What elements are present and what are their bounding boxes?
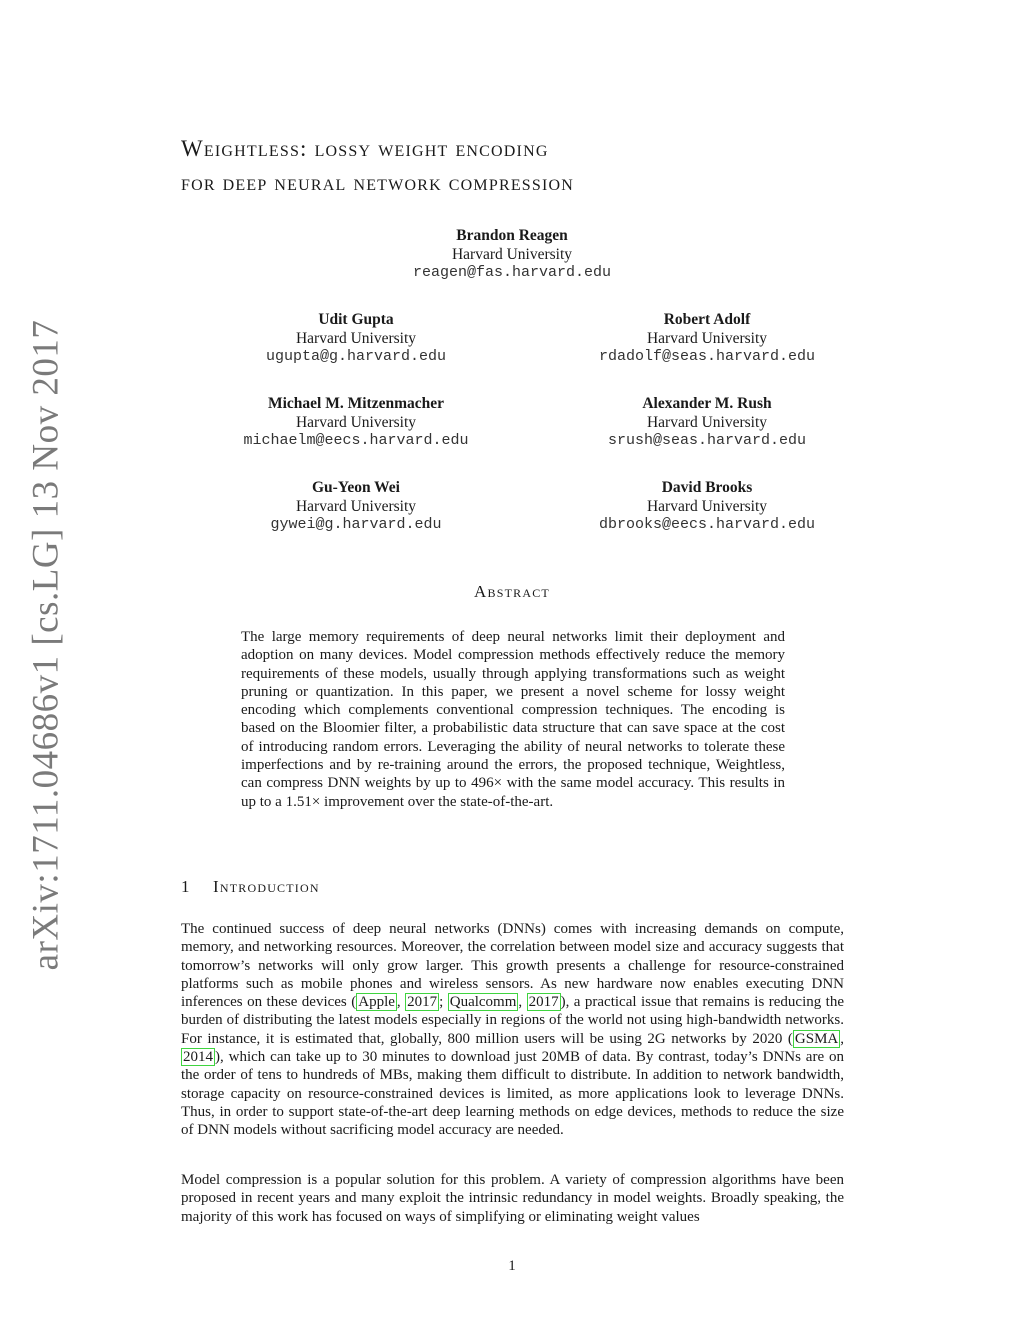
citation-year-link[interactable]: 2017 bbox=[407, 994, 438, 1011]
citation-link-qualcomm[interactable]: Qualcomm bbox=[449, 994, 517, 1011]
author-email[interactable]: michaelm@eecs.harvard.edu bbox=[243, 432, 469, 449]
section-title: Introduction bbox=[213, 877, 320, 896]
author-email[interactable]: dbrooks@eecs.harvard.edu bbox=[598, 516, 816, 533]
author-affiliation: Harvard University bbox=[295, 413, 417, 431]
author-email[interactable]: gywei@g.harvard.edu bbox=[270, 516, 442, 533]
author-left-1 bbox=[206, 311, 506, 367]
intro-text-part-a: The continued success of deep neural networks (DNNs) comes with increasing demands on compute, memory, and networking resources. Moreover, the correlation between model size and accuracy suggests that tomorrow’s networks will only grow larger. This growth presents a challenge for resource-constrained platforms such as mobile phones and wireless sensors. As new hardware now enables executing DNN inferences on these devices ( bbox=[181, 921, 844, 1011]
citation-separator: , bbox=[396, 994, 406, 1011]
author-email[interactable]: ugupta@g.harvard.edu bbox=[265, 348, 447, 365]
paper-title bbox=[181, 132, 861, 200]
citation-link-apple[interactable]: Apple bbox=[358, 994, 395, 1011]
author-right-3 bbox=[557, 479, 857, 535]
citation-link-gsma[interactable]: GSMA bbox=[794, 1030, 839, 1047]
author-affiliation: Harvard University bbox=[451, 245, 573, 263]
author-affiliation: Harvard University bbox=[646, 497, 768, 515]
abstract-heading: Abstract bbox=[474, 582, 550, 601]
author-name: David Brooks bbox=[661, 479, 753, 496]
author-affiliation: Harvard University bbox=[646, 413, 768, 431]
citation-separator: , bbox=[840, 1030, 844, 1047]
intro-text-part-b: ), a practical issue that remains is reducing the burden of distributing the latest models especially in regions of the world not using high-bandwidth networks. For instance, it is estimated that, globally, 800 million users will be using 2G networks by 2020 ( bbox=[181, 994, 845, 1047]
author-name: Udit Gupta bbox=[318, 311, 394, 328]
section-heading-introduction bbox=[181, 877, 320, 897]
intro-paragraph-1 bbox=[181, 920, 844, 1140]
intro-text-part-c: ), which can take up to 30 minutes to download just 20MB of data. By contrast, today’s DNNs are on the order of tens to hundreds of MBs, making them difficult to distribute. In addition to network bandwidth, storage capacity on resource-constrained devices is limited, as more applications look to leverage DNNs. Thus, in order to support state-of-the-art deep learning methods on edge devices, methods to reduce the size of DNN models without sacrificing model accuracy are needed. bbox=[181, 1049, 844, 1139]
author-affiliation: Harvard University bbox=[295, 497, 417, 515]
author-right-1 bbox=[557, 311, 857, 367]
author-email[interactable]: srush@seas.harvard.edu bbox=[607, 432, 807, 449]
abstract-text: The large memory requirements of deep neural networks limit their deployment and adoption on many devices. Model compression methods effectively reduce the memory requirements of these models, usually through applying transformations such as weight pruning or quantization. In this paper, we present a novel scheme for lossy weight encoding which complements conventional compression techniques. The encoding is based on the Bloomier filter, a probabilistic data structure that can save space at the cost of introducing random errors. Leveraging the ability of neural networks to tolerate these imperfections and by re-training around the errors, the proposed technique, Weightless, can compress DNN weights by up to 496× with the same model accuracy. This results in up to a 1.51× improvement over the state-of-the-art. bbox=[241, 629, 785, 810]
author-left-3 bbox=[206, 479, 506, 535]
arxiv-identifier: arXiv:1711.04686v1 [cs.LG] 13 Nov 2017 bbox=[25, 319, 67, 971]
intro-paragraph-2: Model compression is a popular solution for this problem. A variety of compression algorithms have been proposed in recent years and many exploit the intrinsic redundancy in model weights. Broadly speaking, the majority of this work has focused on ways of simplifying or eliminating weight values bbox=[181, 1172, 844, 1225]
citation-separator: ; bbox=[439, 994, 448, 1011]
author-name: Gu-Yeon Wei bbox=[312, 479, 400, 496]
author-name: Brandon Reagen bbox=[456, 227, 568, 244]
author-affiliation: Harvard University bbox=[295, 329, 417, 347]
title-line-2: for deep neural network compression bbox=[181, 170, 575, 195]
citation-year-link[interactable]: 2017 bbox=[528, 994, 559, 1011]
author-name: Michael M. Mitzenmacher bbox=[267, 395, 445, 412]
citation-year-link[interactable]: 2014 bbox=[183, 1049, 213, 1066]
author-right-2 bbox=[557, 395, 857, 451]
section-number: 1 bbox=[181, 877, 191, 896]
author-email[interactable]: reagen@fas.harvard.edu bbox=[412, 264, 612, 281]
author-left-2 bbox=[206, 395, 506, 451]
page-number: 1 bbox=[508, 1258, 516, 1274]
author-lead bbox=[362, 227, 662, 283]
author-name: Robert Adolf bbox=[663, 311, 751, 328]
citation-separator: , bbox=[518, 994, 527, 1011]
author-affiliation: Harvard University bbox=[646, 329, 768, 347]
author-email[interactable]: rdadolf@seas.harvard.edu bbox=[598, 348, 816, 365]
title-line-1: Weightless: lossy weight encoding bbox=[181, 136, 549, 161]
author-name: Alexander M. Rush bbox=[642, 395, 772, 412]
